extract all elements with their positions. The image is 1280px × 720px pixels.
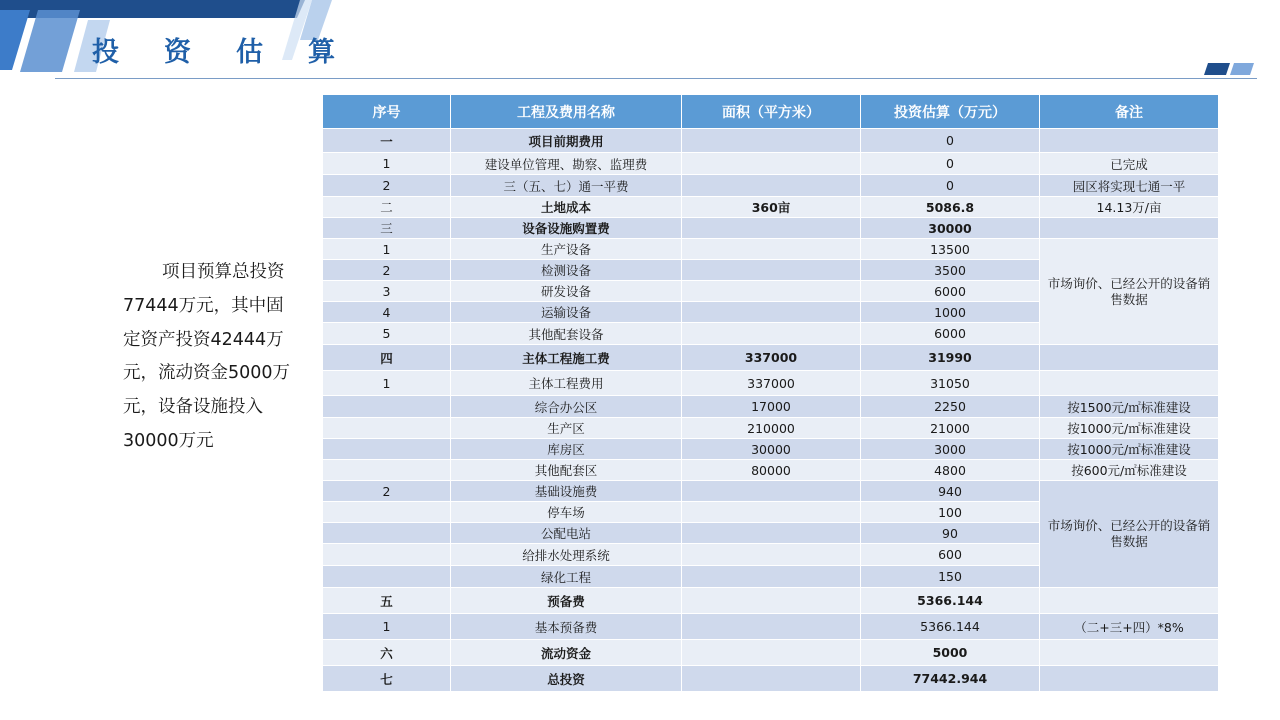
cell-name: 检测设备 xyxy=(451,260,682,281)
cell-note xyxy=(1040,371,1219,396)
cell-area xyxy=(682,302,861,323)
cell-invest: 150 xyxy=(861,566,1040,588)
cell-invest: 0 xyxy=(861,175,1040,197)
cell-name: 运输设备 xyxy=(451,302,682,323)
cell-area xyxy=(682,640,861,666)
cell-name: 基础设施费 xyxy=(451,481,682,502)
cell-area xyxy=(682,323,861,345)
cell-area xyxy=(682,218,861,239)
cell-no: 1 xyxy=(323,614,451,640)
table-row xyxy=(323,153,1219,175)
cell-area: 17000 xyxy=(682,396,861,418)
cell-no: 1 xyxy=(323,371,451,396)
cell-note-merged: 市场询价、已经公开的设备销售数据 xyxy=(1040,239,1219,345)
cell-area: 337000 xyxy=(682,345,861,371)
table-row xyxy=(323,175,1219,197)
cell-area xyxy=(682,523,861,544)
cell-note: 园区将实现七通一平 xyxy=(1040,175,1219,197)
cell-name: 三（五、七）通一平费 xyxy=(451,175,682,197)
cell-invest: 90 xyxy=(861,523,1040,544)
cell-area: 210000 xyxy=(682,418,861,439)
cell-area: 30000 xyxy=(682,439,861,460)
col-header-invest: 投资估算（万元） xyxy=(861,95,1040,129)
col-header-area: 面积（平方米） xyxy=(682,95,861,129)
cell-invest: 5366.144 xyxy=(861,614,1040,640)
cell-name: 停车场 xyxy=(451,502,682,523)
cell-name: 其他配套设备 xyxy=(451,323,682,345)
table-row xyxy=(323,396,1219,418)
cell-note: 按1000元/㎡标准建设 xyxy=(1040,418,1219,439)
cell-name: 总投资 xyxy=(451,666,682,692)
cell-name: 设备设施购置费 xyxy=(451,218,682,239)
cell-no: 2 xyxy=(323,481,451,502)
cell-invest: 940 xyxy=(861,481,1040,502)
cell-note xyxy=(1040,129,1219,153)
cell-name: 研发设备 xyxy=(451,281,682,302)
cell-area xyxy=(682,153,861,175)
cell-note: 14.13万/亩 xyxy=(1040,197,1219,218)
cell-no: 七 xyxy=(323,666,451,692)
cell-invest: 5000 xyxy=(861,640,1040,666)
cell-area xyxy=(682,281,861,302)
cell-area xyxy=(682,260,861,281)
cell-invest: 0 xyxy=(861,129,1040,153)
cell-invest: 2250 xyxy=(861,396,1040,418)
cell-area xyxy=(682,129,861,153)
cell-note xyxy=(1040,588,1219,614)
cell-invest: 3500 xyxy=(861,260,1040,281)
table-row xyxy=(323,614,1219,640)
cell-no: 3 xyxy=(323,281,451,302)
cell-no: 5 xyxy=(323,323,451,345)
cell-note xyxy=(1040,218,1219,239)
cell-invest: 6000 xyxy=(861,323,1040,345)
table-header-row xyxy=(323,95,1219,129)
cell-name: 绿化工程 xyxy=(451,566,682,588)
cell-no: 三 xyxy=(323,218,451,239)
table-row xyxy=(323,129,1219,153)
table-row xyxy=(323,460,1219,481)
table-row xyxy=(323,371,1219,396)
cell-name: 基本预备费 xyxy=(451,614,682,640)
table-row xyxy=(323,239,1219,260)
cell-area xyxy=(682,544,861,566)
title-char: 投 xyxy=(92,37,119,68)
col-header-note: 备注 xyxy=(1040,95,1219,129)
cell-area xyxy=(682,614,861,640)
col-header-no: 序号 xyxy=(323,95,451,129)
cell-no xyxy=(323,502,451,523)
cell-invest: 5366.144 xyxy=(861,588,1040,614)
cell-name: 主体工程费用 xyxy=(451,371,682,396)
page-title xyxy=(92,30,380,66)
col-header-name: 工程及费用名称 xyxy=(451,95,682,129)
table-row xyxy=(323,418,1219,439)
table-row xyxy=(323,345,1219,371)
cell-note-merged: 市场询价、已经公开的设备销售数据 xyxy=(1040,481,1219,588)
table-row xyxy=(323,666,1219,692)
corner-decoration xyxy=(1204,63,1254,75)
cell-no xyxy=(323,523,451,544)
cell-note xyxy=(1040,345,1219,371)
cell-invest: 3000 xyxy=(861,439,1040,460)
cell-area: 337000 xyxy=(682,371,861,396)
cell-name: 公配电站 xyxy=(451,523,682,544)
cell-note: 按1500元/㎡标准建设 xyxy=(1040,396,1219,418)
cell-invest: 30000 xyxy=(861,218,1040,239)
cell-invest: 600 xyxy=(861,544,1040,566)
cell-invest: 21000 xyxy=(861,418,1040,439)
summary-text: 项目预算总投资77444万元，其中固定资产投资42444万元，流动资金5000万元，设备设施投入30000万元 xyxy=(123,262,291,451)
cell-name: 生产区 xyxy=(451,418,682,439)
investment-summary xyxy=(123,256,301,459)
cell-no xyxy=(323,396,451,418)
cell-area xyxy=(682,239,861,260)
cell-note xyxy=(1040,640,1219,666)
cell-invest: 100 xyxy=(861,502,1040,523)
cell-name: 建设单位管理、勘察、监理费 xyxy=(451,153,682,175)
cell-no: 一 xyxy=(323,129,451,153)
cell-name: 流动资金 xyxy=(451,640,682,666)
cell-area xyxy=(682,666,861,692)
cell-no xyxy=(323,418,451,439)
cell-no xyxy=(323,460,451,481)
cell-note: 按600元/㎡标准建设 xyxy=(1040,460,1219,481)
cell-area xyxy=(682,502,861,523)
cell-area: 360亩 xyxy=(682,197,861,218)
table-row xyxy=(323,439,1219,460)
cell-no: 1 xyxy=(323,239,451,260)
cell-name: 土地成本 xyxy=(451,197,682,218)
cell-name: 给排水处理系统 xyxy=(451,544,682,566)
title-char: 算 xyxy=(308,37,335,68)
cell-invest: 77442.944 xyxy=(861,666,1040,692)
table-row xyxy=(323,588,1219,614)
cell-no: 六 xyxy=(323,640,451,666)
cell-name: 综合办公区 xyxy=(451,396,682,418)
cell-area: 80000 xyxy=(682,460,861,481)
cell-no: 四 xyxy=(323,345,451,371)
cell-name: 生产设备 xyxy=(451,239,682,260)
cell-name: 预备费 xyxy=(451,588,682,614)
cell-no: 二 xyxy=(323,197,451,218)
cell-invest: 1000 xyxy=(861,302,1040,323)
cell-area xyxy=(682,566,861,588)
title-char: 资 xyxy=(164,37,191,68)
cell-invest: 31990 xyxy=(861,345,1040,371)
cell-name: 项目前期费用 xyxy=(451,129,682,153)
cell-note: （二+三+四）*8% xyxy=(1040,614,1219,640)
investment-table xyxy=(322,94,1219,692)
cell-no xyxy=(323,439,451,460)
cell-invest: 6000 xyxy=(861,281,1040,302)
cell-area xyxy=(682,481,861,502)
cell-name: 库房区 xyxy=(451,439,682,460)
cell-invest: 0 xyxy=(861,153,1040,175)
cell-no: 五 xyxy=(323,588,451,614)
cell-no: 4 xyxy=(323,302,451,323)
title-divider xyxy=(55,78,1257,79)
cell-no xyxy=(323,566,451,588)
cell-no: 1 xyxy=(323,153,451,175)
cell-note xyxy=(1040,666,1219,692)
cell-name: 主体工程施工费 xyxy=(451,345,682,371)
table-row xyxy=(323,640,1219,666)
cell-invest: 31050 xyxy=(861,371,1040,396)
cell-no xyxy=(323,544,451,566)
cell-area xyxy=(682,588,861,614)
table-row xyxy=(323,197,1219,218)
cell-no: 2 xyxy=(323,175,451,197)
cell-note: 按1000元/㎡标准建设 xyxy=(1040,439,1219,460)
cell-note: 已完成 xyxy=(1040,153,1219,175)
table-row xyxy=(323,218,1219,239)
cell-invest: 13500 xyxy=(861,239,1040,260)
cell-invest: 5086.8 xyxy=(861,197,1040,218)
cell-no: 2 xyxy=(323,260,451,281)
cell-invest: 4800 xyxy=(861,460,1040,481)
table-row xyxy=(323,481,1219,502)
cell-area xyxy=(682,175,861,197)
title-char: 估 xyxy=(236,37,263,68)
cell-name: 其他配套区 xyxy=(451,460,682,481)
